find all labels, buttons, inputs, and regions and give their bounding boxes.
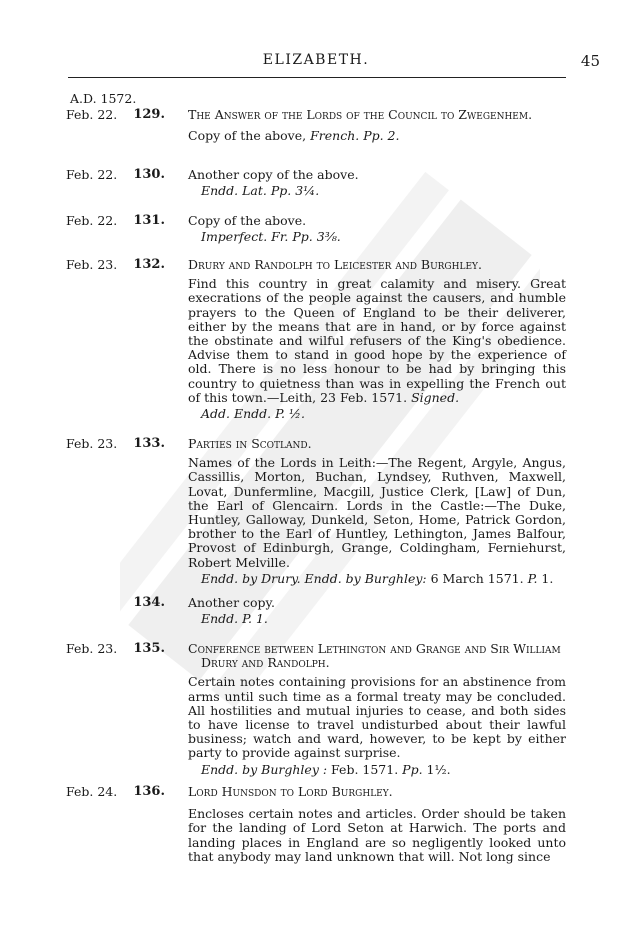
entry-body: Encloses certain notes and articles. Order should be taken for the landing of Lord Seton at Harwich. The ports and landing places in England are so negligently looked unto that anybody may land unknown that will. Not long since bbox=[188, 806, 566, 864]
entry-date: Feb. 22. bbox=[66, 107, 118, 122]
entry-heading: The Answer of the Lords of the Council to Zwegenhem. bbox=[188, 107, 533, 122]
entry-content bbox=[188, 642, 566, 777]
entry-date: Feb. 23. bbox=[66, 436, 118, 451]
entry-heading: Conference between Lethington and Grange and Sir William Drury and Randolph. bbox=[188, 641, 561, 671]
entry-content bbox=[188, 596, 566, 626]
header-title: ELIZABETH. bbox=[262, 52, 370, 68]
entry-content bbox=[188, 785, 566, 864]
entry-endorsement: Endd. P. 1. bbox=[201, 611, 268, 627]
entry-date: Feb. 24. bbox=[66, 784, 118, 799]
entry-line: Another copy. bbox=[188, 595, 275, 610]
entry-endorsement: Endd. Lat. Pp. 3¼. bbox=[201, 183, 320, 199]
entry-heading: Lord Hunsdon to Lord Burghley. bbox=[188, 784, 393, 799]
entry-number: 136. bbox=[133, 784, 165, 799]
entry-endorsement: Imperfect. Fr. Pp. 3⅜. bbox=[201, 229, 341, 245]
entry-content bbox=[188, 214, 566, 244]
entry-number: 131. bbox=[133, 213, 165, 228]
entry-content bbox=[188, 437, 566, 586]
entry-number: 132. bbox=[133, 257, 165, 272]
header-rule bbox=[68, 77, 566, 78]
entry-content bbox=[188, 108, 566, 143]
entry-date: Feb. 22. bbox=[66, 213, 118, 228]
entry-body: Certain notes containing provisions for an abstinence from arms until such time as a formal treaty may be concluded. All hostilities and mutual injuries to cease, and both sides to have license to travel undisturbed about their lawful business; watch and ward, however, to be kept by either party to provide against surprise. bbox=[188, 674, 566, 761]
entry-endorsement: Endd. by Burghley : Feb. 1571. Pp. 1½. bbox=[201, 761, 451, 777]
entry-number: 133. bbox=[133, 436, 165, 451]
entry-endorsement: Add. Endd. P. ½. bbox=[201, 406, 306, 422]
entry-number: 135. bbox=[133, 641, 165, 656]
entry-endorsement: Endd. by Drury. Endd. by Burghley: 6 March 1571. P. 1. bbox=[201, 570, 554, 586]
entry-body: Find this country in great calamity and misery. Great execrations of the people against the causers, and humble prayers to the Queen of England to be their deliverer, either by the means that are in hand, or by force against the obstinate and wilful refusers of the King's obedience. Advise them to stand in good hope by the experience of old. There is no less honour to be had by bringing this country to quietness than was in expelling the French out of this town.—Leith, 23 Feb. 1571. Signed. bbox=[188, 276, 566, 405]
entry-heading: Parties in Scotland. bbox=[188, 436, 312, 451]
running-header bbox=[66, 52, 600, 72]
page-number: 45 bbox=[580, 52, 600, 70]
entry-number: 134. bbox=[133, 595, 165, 610]
year-label: A.D. 1572. bbox=[70, 91, 137, 106]
entry-number: 130. bbox=[133, 167, 165, 182]
entry-content bbox=[188, 168, 566, 198]
entry-body: Names of the Lords in Leith:—The Regent, Argyle, Angus, Cassillis, Morton, Buchan, Lyndsey, Ruthven, Maxwell, Lovat, Dunfermline, Macgill, Justice Clerk, [Law] of Dun, the Earl of Glencairn. Lords in the Castle:—The Duke, Huntley, Galloway, Dunkeld, Seton, Home, Patrick Gordon, brother to the Earl of Huntley, Lethington, James Balfour, Provost of Edinburgh, Grange, Coldingham, Ferniehurst, Robert Melville. bbox=[188, 455, 566, 570]
entry-date: Feb. 23. bbox=[66, 641, 118, 656]
entry-content bbox=[188, 258, 566, 421]
entry-date: Feb. 23. bbox=[66, 257, 118, 272]
entry-line: Copy of the above. bbox=[188, 213, 307, 228]
entry-date: Feb. 22. bbox=[66, 167, 118, 182]
entry-number: 129. bbox=[133, 107, 165, 122]
entry-line: Another copy of the above. bbox=[188, 167, 359, 182]
entry-heading: Drury and Randolph to Leicester and Burghley. bbox=[188, 257, 482, 272]
entry-line: Copy of the above, French. Pp. 2. bbox=[188, 128, 400, 144]
